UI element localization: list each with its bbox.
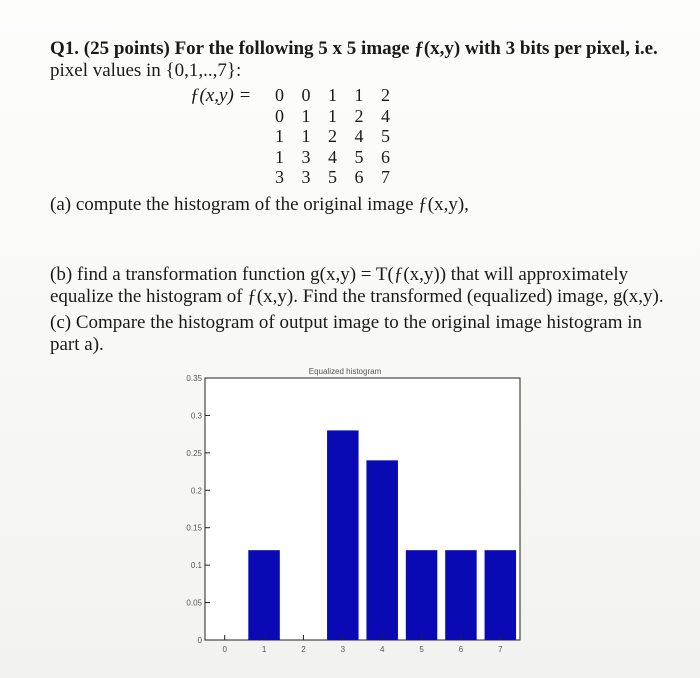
matrix-row xyxy=(275,106,408,127)
image-matrix xyxy=(275,85,408,188)
x-tick-label: 1 xyxy=(261,645,267,654)
histogram-bar xyxy=(248,550,280,640)
y-tick-label: 0.05 xyxy=(186,598,202,608)
matrix-cell: 0 xyxy=(275,105,284,126)
matrix-cell: 2 xyxy=(354,105,364,126)
histogram-bar xyxy=(406,550,438,640)
matrix-cell: 4 xyxy=(328,146,337,167)
matrix-cell: 5 xyxy=(354,146,364,167)
matrix-cell: 3 xyxy=(301,146,311,167)
matrix-label xyxy=(190,85,251,107)
y-tick-label: 0.35 xyxy=(186,374,202,383)
x-tick-label: 7 xyxy=(498,645,503,654)
part-c-line-1 xyxy=(50,312,642,334)
part-c-text-1: (c) Compare the histogram of output image to the original image histogram in xyxy=(50,312,643,333)
part-a-line xyxy=(50,194,469,216)
matrix-cell: 2 xyxy=(328,126,337,146)
part-b-text-1: (b) find a transformation function g(x,y) = T(ƒ(x,y)) that will approximately xyxy=(50,264,629,285)
matrix-cell: 1 xyxy=(354,85,364,105)
matrix-cell: 1 xyxy=(328,105,337,126)
matrix-cell: 1 xyxy=(275,146,284,167)
equalized-histogram-chart xyxy=(150,360,540,670)
matrix-cell: 2 xyxy=(381,85,390,105)
matrix-cell: 3 xyxy=(275,167,284,187)
matrix-cell: 4 xyxy=(381,105,390,126)
part-c-text-2: part a). xyxy=(50,334,104,355)
x-tick-label: 4 xyxy=(379,645,385,654)
y-tick-label: 0.25 xyxy=(186,448,202,458)
matrix-cell: 1 xyxy=(275,126,284,146)
matrix-label-text: ƒ(x,y) = xyxy=(190,85,252,106)
matrix-row xyxy=(275,126,408,147)
histogram-bar xyxy=(485,550,517,640)
matrix-cell: 3 xyxy=(301,167,311,187)
matrix-cell: 1 xyxy=(301,105,311,126)
y-tick-label: 0 xyxy=(197,636,202,645)
question-text-2: pixel values in {0,1,..,7}: xyxy=(50,60,242,81)
y-tick-label: 0.15 xyxy=(186,523,202,533)
matrix-cell: 5 xyxy=(381,126,390,146)
matrix-cell: 6 xyxy=(354,167,364,187)
chart-svg xyxy=(150,360,540,670)
matrix-cell: 0 xyxy=(275,85,284,105)
y-tick-label: 0.2 xyxy=(190,486,202,496)
matrix-cell: 7 xyxy=(381,167,390,187)
question-line-2 xyxy=(50,60,241,82)
matrix-cell: 1 xyxy=(328,85,337,105)
matrix-row xyxy=(275,167,408,188)
histogram-bar xyxy=(445,550,477,640)
y-tick-label: 0.3 xyxy=(190,411,202,421)
histogram-bar xyxy=(327,430,359,640)
x-tick-label: 6 xyxy=(458,645,464,654)
matrix-row xyxy=(275,147,408,168)
question-text-1: Q1. (25 points) For the following 5 x 5 image ƒ(x,y) with 3 bits per pixel, i.e. xyxy=(50,38,658,59)
y-tick-label: 0.1 xyxy=(190,561,202,571)
matrix-cell: 0 xyxy=(301,85,311,105)
x-tick-label: 0 xyxy=(222,645,227,654)
x-tick-label: 3 xyxy=(340,645,346,654)
question-line-1 xyxy=(50,38,658,60)
chart-title: Equalized histogram xyxy=(308,367,382,376)
part-b-text-2: equalize the histogram of ƒ(x,y). Find the transformed (equalized) image, g(x,y). xyxy=(50,286,664,307)
histogram-bar xyxy=(366,460,398,640)
matrix-cell: 5 xyxy=(328,167,337,187)
part-b-line-1 xyxy=(50,264,628,286)
part-a-text: (a) compute the histogram of the original image ƒ(x,y), xyxy=(50,194,469,215)
part-b-line-2 xyxy=(50,286,664,308)
matrix-cell: 6 xyxy=(381,146,390,167)
x-tick-label: 2 xyxy=(301,645,306,654)
matrix-cell: 1 xyxy=(301,126,311,146)
matrix-row xyxy=(275,85,408,106)
part-c-line-2 xyxy=(50,334,104,356)
matrix-cell: 4 xyxy=(354,126,364,146)
x-tick-label: 5 xyxy=(419,645,424,654)
